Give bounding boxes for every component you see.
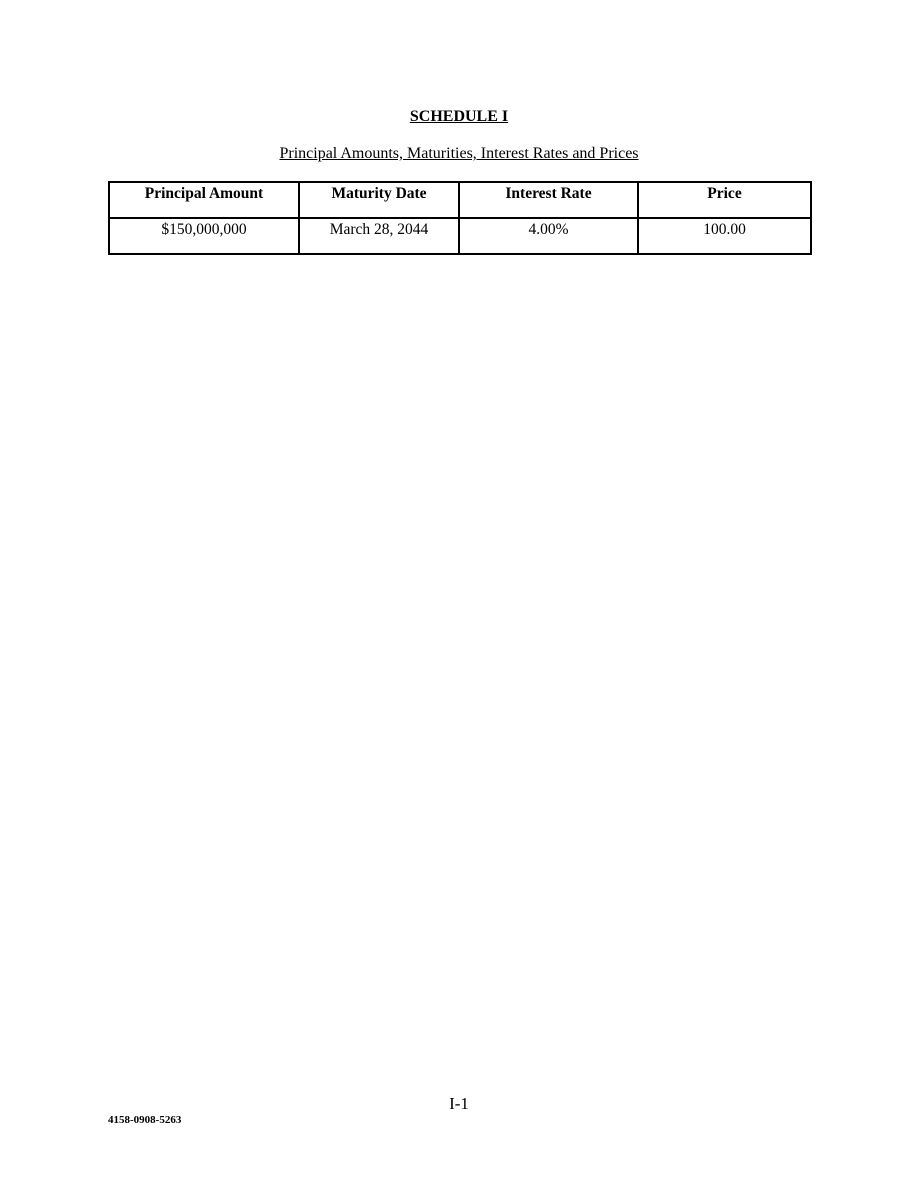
page-number: I-1 — [449, 1094, 469, 1113]
cell-interest-rate: 4.00% — [459, 218, 638, 254]
page-subtitle-text: Principal Amounts, Maturities, Interest Rates and Prices — [279, 145, 639, 162]
cell-maturity-date: March 28, 2044 — [299, 218, 459, 254]
table-header-row — [109, 182, 811, 218]
schedule-table — [108, 181, 812, 255]
header-interest-rate: Interest Rate — [459, 182, 638, 218]
document-id: 4158-0908-5263 — [108, 1114, 182, 1126]
cell-principal-amount: $150,000,000 — [109, 218, 299, 254]
page-title-text: SCHEDULE I — [409, 108, 509, 125]
page-title — [0, 108, 918, 126]
header-principal-amount: Principal Amount — [109, 182, 299, 218]
header-maturity-date: Maturity Date — [299, 182, 459, 218]
header-price: Price — [638, 182, 811, 218]
table-row — [109, 218, 811, 254]
cell-price: 100.00 — [638, 218, 811, 254]
page-subtitle — [0, 145, 918, 163]
